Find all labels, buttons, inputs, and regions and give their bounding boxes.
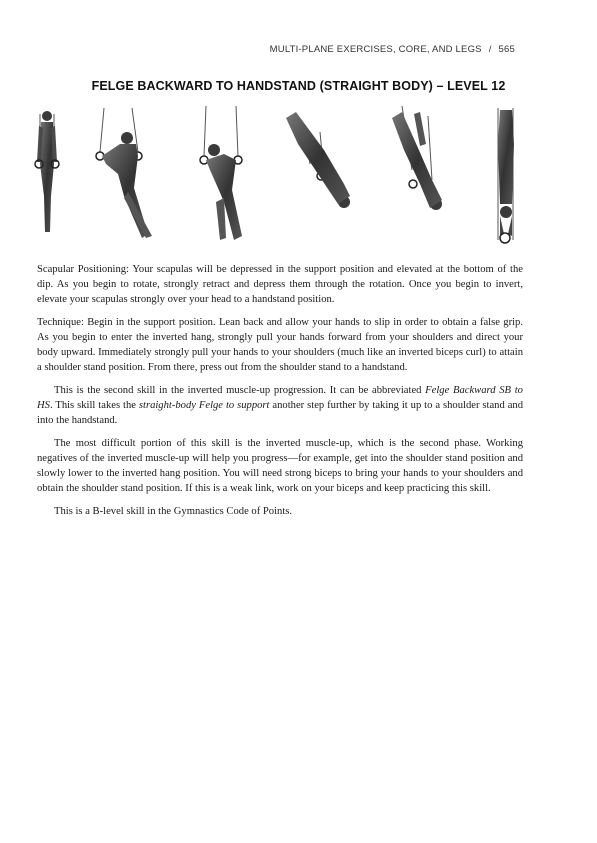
- athlete-inverted-hang-figure: [200, 106, 242, 240]
- difficulty-paragraph: The most difficult portion of this skill is the inverted muscle-up, which is the second phase. Working negatives of the inverted muscle-up will help you progress—for example, get into the shoulder stand position and slowly lower to the inverted hang position. You will need strong biceps to bring your hands to your shoulders and obtain the shoulder stand position. If this is a weak link, work on your biceps and keep practicing this skill.: [37, 438, 523, 494]
- exercise-title: FELGE BACKWARD TO HANDSTAND (STRAIGHT BODY) – LEVEL 12: [91, 79, 506, 93]
- page-number: 565: [498, 44, 515, 55]
- section-title: MULTI-PLANE EXERCISES, CORE, AND LEGS: [269, 44, 482, 55]
- abbreviation-emphasis: Felge Backward SB to HS: [37, 385, 523, 411]
- scapular-positioning-paragraph: Scapular Positioning: Your scapulas will be depressed in the support position and elevated at the bottom of the dip. As you begin to rotate, strongly retract and depress them through the rotation. Once you begin to invert, elevate your scapulas strongly over your head to a handstand position.: [37, 264, 523, 305]
- body-text: [37, 262, 523, 527]
- running-header: [270, 44, 515, 55]
- sequence-photo-strip: [28, 104, 568, 249]
- progression-text-3: another step further by taking it up to a shoulder stand and into the handstand.: [37, 400, 523, 426]
- prior-skill-emphasis: straight-body Felge to support: [138, 400, 270, 411]
- athlete-lean-back-figure: [96, 108, 152, 238]
- athlete-pull-to-shoulders-figure: [286, 112, 350, 208]
- progression-text-1: This is the second skill in the inverted muscle-up progression. It can be abbreviated: [54, 385, 426, 396]
- athlete-handstand-figure: [498, 108, 514, 243]
- technique-paragraph: Technique: Begin in the support position. Lean back and allow your hands to slip in order to obtain a false grip. As you begin to enter the inverted hang, strongly pull your hands forward from your shoulders and direct your body upward. Immediately strongly pull your hands to your shoulders (much like an inverted biceps curl) to attain a shoulder stand position. From there, press out from the shoulder stand to a handstand.: [37, 317, 523, 373]
- header-separator: /: [488, 44, 492, 55]
- athlete-support-position-figure: [35, 111, 59, 232]
- progression-text-2: . This skill takes the: [49, 400, 139, 411]
- progression-paragraph: [37, 383, 523, 428]
- athlete-shoulder-stand-figure: [392, 106, 442, 210]
- skill-level-paragraph: This is a B-level skill in the Gymnastics Code of Points.: [54, 506, 293, 517]
